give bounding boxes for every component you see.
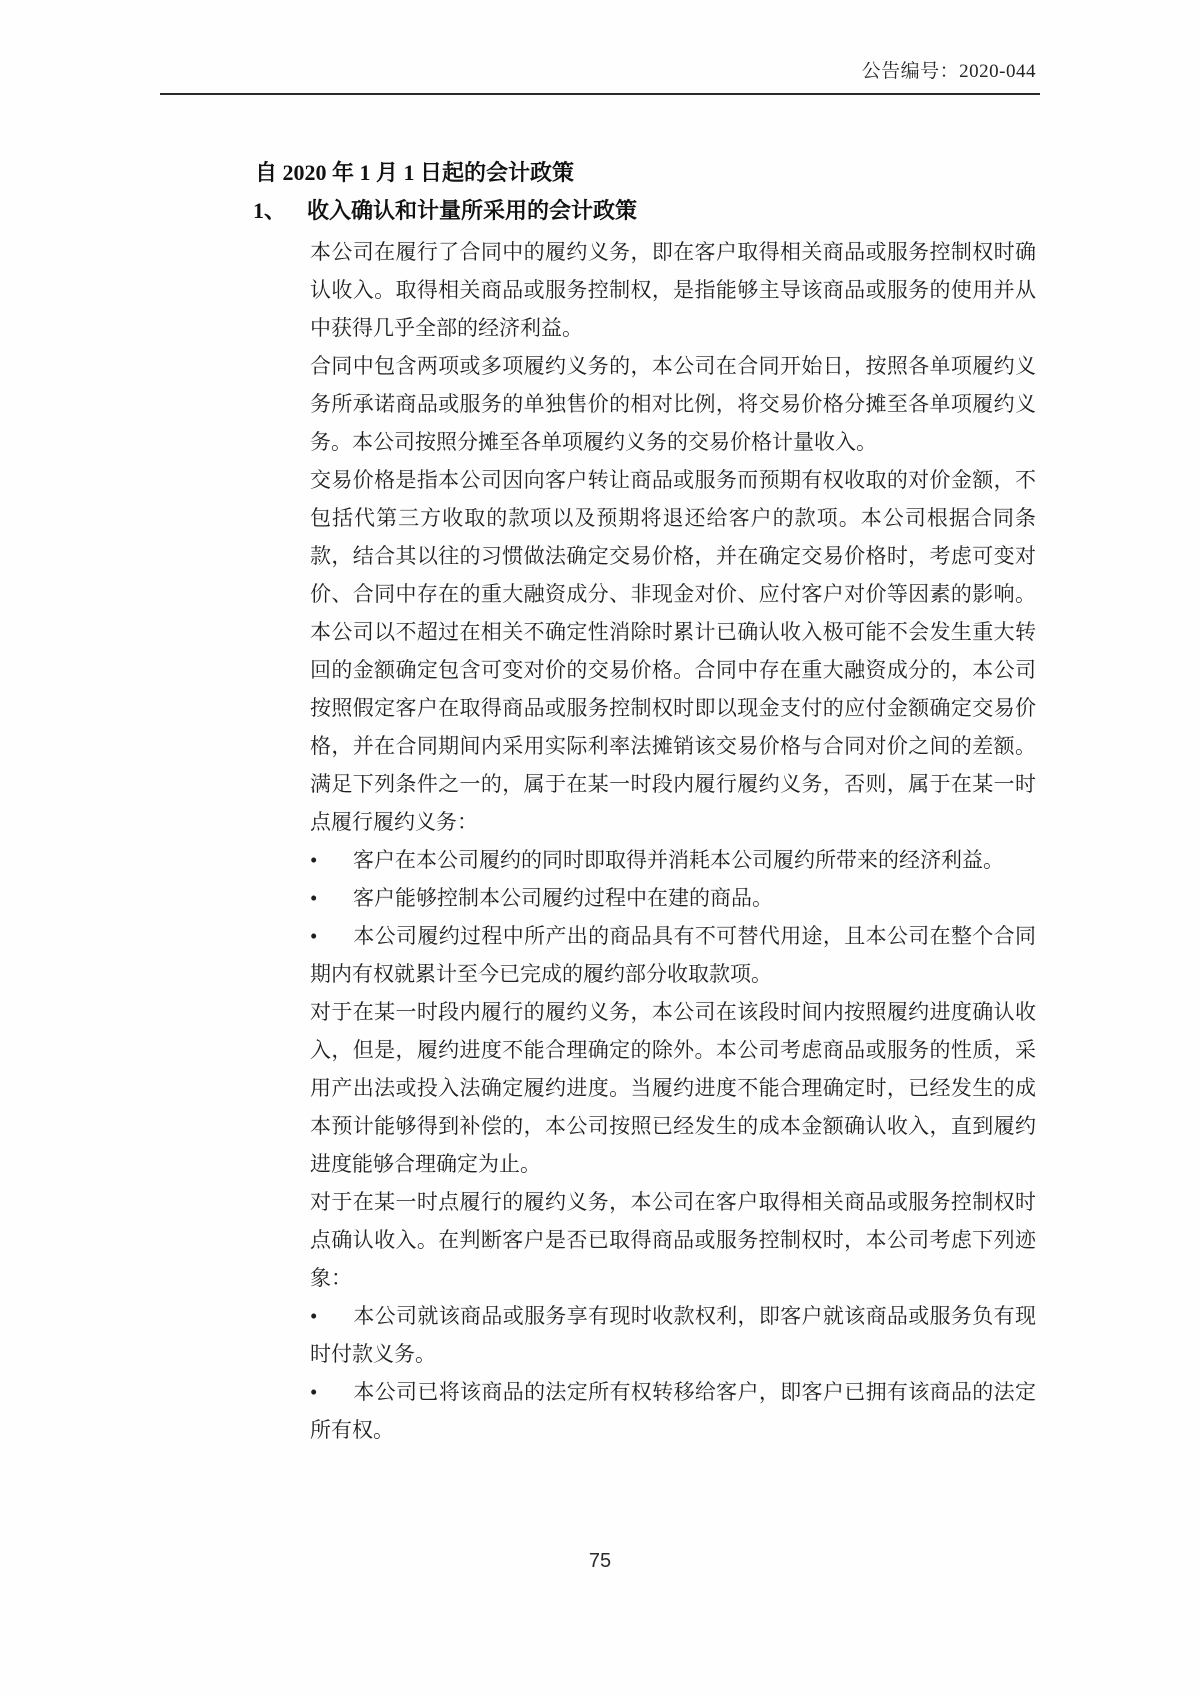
bullet-icon: • [310, 886, 318, 910]
bullet-icon: • [310, 1304, 318, 1328]
paragraph: 对于在某一时点履行的履约义务，本公司在客户取得相关商品或服务控制权时点确认收入。在判断客户是否已取得商品或服务控制权时，本公司考虑下列迹象： [310, 1190, 1036, 1290]
body-text [310, 233, 1036, 1449]
page-number: 75 [588, 1550, 612, 1572]
paragraph: 合同中包含两项或多项履约义务的，本公司在合同开始日，按照各单项履约义务所承诺商品或服务的单独售价的相对比例，将交易价格分摊至各单项履约义务。本公司按照分摊至各单项履约义务的交易价格计量收入。 [310, 354, 1036, 454]
bullet-item [310, 879, 1036, 917]
bullet-item [310, 1297, 1036, 1373]
bullet-text: 客户能够控制本公司履约过程中在建的商品。 [353, 886, 773, 910]
page-title: 自 2020 年 1 月 1 日起的会计政策 [255, 160, 575, 185]
bullet-icon: • [310, 848, 318, 872]
bullet-text: 本公司已将该商品的法定所有权转移给客户，即客户已拥有该商品的法定所有权。 [310, 1380, 1036, 1442]
doc-number: 公告编号：2020-044 [861, 61, 1036, 82]
paragraph: 交易价格是指本公司因向客户转让商品或服务而预期有权收取的对价金额，不包括代第三方收取的款项以及预期将退还给客户的款项。本公司根据合同条款，结合其以往的习惯做法确定交易价格，并在确定交易价格时，考虑可变对价、合同中存在的重大融资成分、非现金对价、应付客户对价等因素的影响。本公司以不超过在相关不确定性消除时累计已确认收入极可能不会发生重大转回的金额确定包含可变对价的交易价格。合同中存在重大融资成分的，本公司按照假定客户在取得商品或服务控制权时即以现金支付的应付金额确定交易价格，并在合同期间内采用实际利率法摊销该交易价格与合同对价之间的差额。满足下列条件之一的，属于在某一时段内履行履约义务，否则，属于在某一时点履行履约义务： [310, 468, 1036, 834]
bullet-item [310, 841, 1036, 879]
section-number: 1、 [253, 198, 287, 223]
section-heading [253, 197, 637, 225]
bullet-item [310, 1373, 1036, 1449]
bullet-icon: • [310, 1380, 318, 1404]
bullet-icon: • [310, 924, 318, 948]
paragraph: 对于在某一时段内履行的履约义务，本公司在该段时间内按照履约进度确认收入，但是，履约进度不能合理确定的除外。本公司考虑商品或服务的性质，采用产出法或投入法确定履约进度。当履约进度不能合理确定时，已经发生的成本预计能够得到补偿的，本公司按照已经发生的成本金额确认收入，直到履约进度能够合理确定为止。 [310, 1000, 1036, 1176]
header-rule [160, 93, 1040, 95]
paragraph: 本公司在履行了合同中的履约义务，即在客户取得相关商品或服务控制权时确认收入。取得相关商品或服务控制权，是指能够主导该商品或服务的使用并从中获得几乎全部的经济利益。 [310, 240, 1036, 340]
bullet-text: 客户在本公司履约的同时即取得并消耗本公司履约所带来的经济利益。 [353, 848, 1004, 872]
bullet-item [310, 917, 1036, 993]
bullet-text: 本公司履约过程中所产出的商品具有不可替代用途，且本公司在整个合同期内有权就累计至今已完成的履约部分收取款项。 [310, 924, 1036, 986]
bullet-text: 本公司就该商品或服务享有现时收款权利，即客户就该商品或服务负有现时付款义务。 [310, 1304, 1036, 1366]
section-title: 收入确认和计量所采用的会计政策 [307, 198, 638, 223]
